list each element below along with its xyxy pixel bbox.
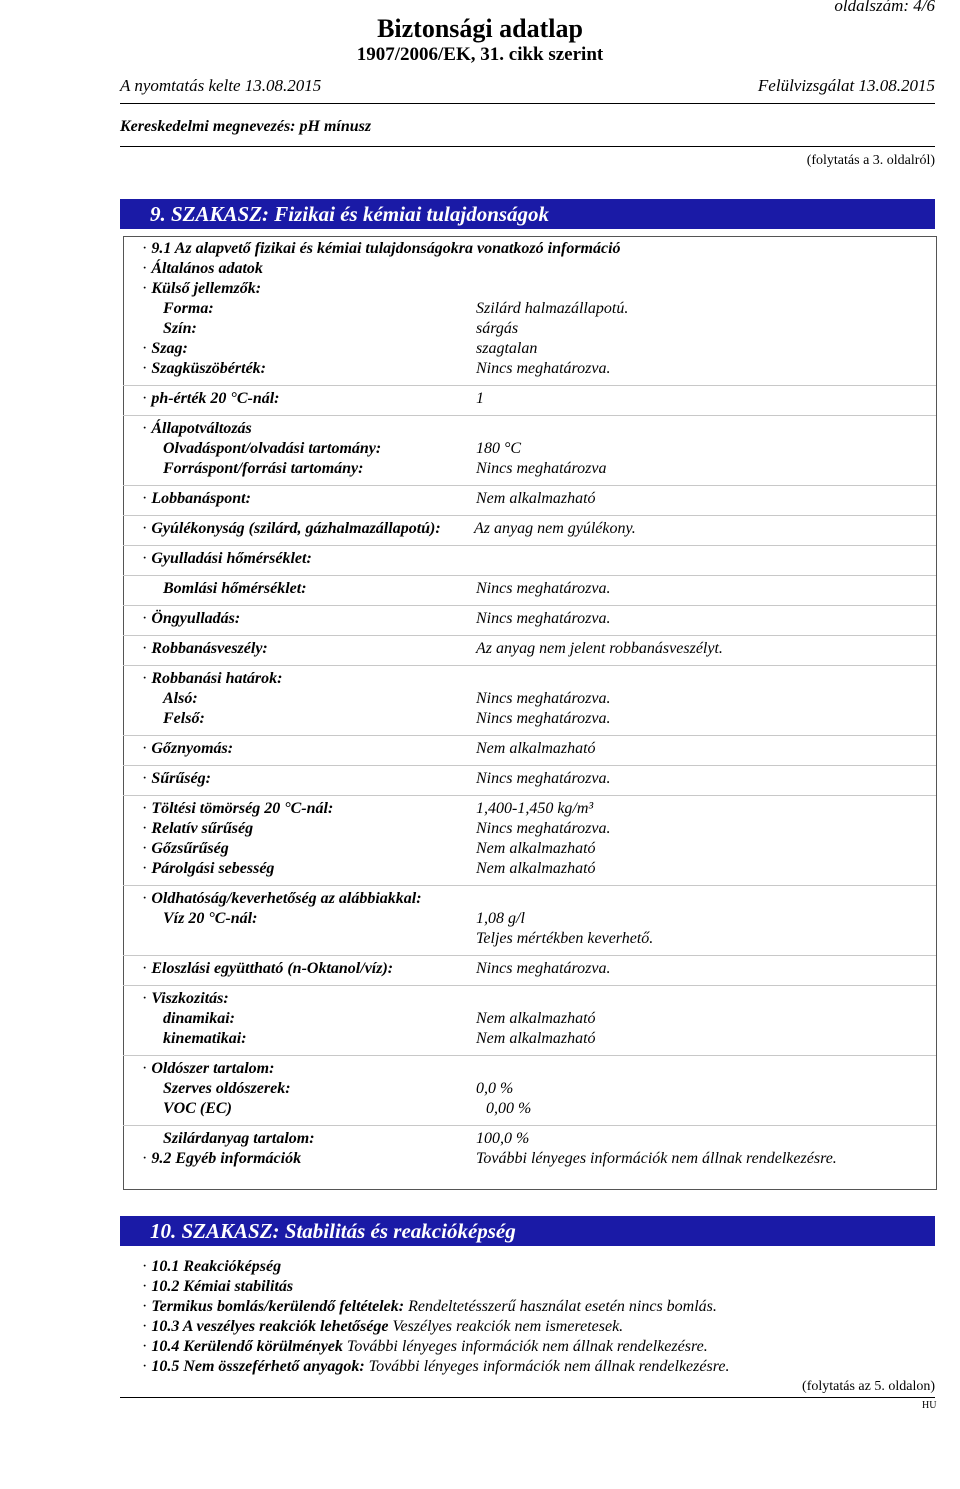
bullet-dot: · [142,740,152,757]
property-label: 9.1 Az alapvető fizikai és kémiai tulajdonságokra vonatkozó információ [151,240,621,257]
property-label: Lobbanáspont: [151,490,251,507]
row-separator [123,955,936,956]
property-row [163,320,197,338]
property-label: Robbanási határok: [151,670,283,687]
property-label: Eloszlási együttható (n-Oktanol/víz): [151,960,394,977]
document-subtitle: 1907/2006/EK, 31. cikk szerint [356,44,604,65]
property-row [142,490,251,508]
property-label: Forráspont/forrási tartomány: [163,460,364,477]
property-value: Nem alkalmazható [476,1010,596,1027]
property-row [142,960,393,978]
property-label: Szín: [163,320,197,337]
property-label: Forma: [163,300,214,317]
property-value: 1,400-1,450 kg/m³ [476,800,594,817]
bullet-dot: · [142,890,152,907]
bullet-dot: · [142,340,152,357]
property-row [142,800,333,818]
bullet-dot: · [142,990,152,1007]
property-value: 1,08 g/l [476,910,525,927]
property-value: Veszélyes reakciók nem ismeretesek. [392,1318,624,1335]
property-value: Rendeltetésszerű használat esetén nincs bomlás. [408,1298,717,1315]
section-9-title: 9. SZAKASZ: Fizikai és kémiai tulajdonságok [150,202,550,226]
property-row [142,990,229,1008]
row-separator [123,985,936,986]
property-row [163,1130,315,1148]
property-row [142,550,312,568]
property-label: 10.3 A veszélyes reakciók lehetősége [151,1318,389,1335]
property-label: Relatív sűrűség [151,820,254,837]
property-label: Párolgási sebesség [151,860,275,877]
row-separator [123,515,936,516]
bullet-dot: · [142,550,152,567]
bullet-dot: · [142,1318,152,1335]
property-label: kinematikai: [163,1030,247,1047]
property-value: Nincs meghatározva. [476,770,611,787]
row-separator [123,575,936,576]
property-row [142,1278,293,1296]
property-value: sárgás [476,320,519,337]
property-label: Gőzsűrűség [151,840,229,857]
property-label: Külső jellemzők: [151,280,262,297]
property-row [163,460,363,478]
property-label: dinamikai: [163,1010,236,1027]
property-row [142,1258,281,1276]
property-row [142,360,266,378]
property-row [142,280,261,298]
property-row [142,390,280,408]
property-label: Termikus bomlás/kerülendő feltételek: [151,1298,405,1315]
property-label: Sűrűség: [151,770,211,787]
property-value: Szilárd halmazállapotú. [476,300,629,317]
property-row [142,420,252,438]
property-value: Nincs meghatározva. [476,360,611,377]
property-row [163,1030,247,1048]
property-value: Nincs meghatározva. [476,960,611,977]
property-row [163,690,198,708]
property-label: Öngyulladás: [151,610,241,627]
property-value: szagtalan [476,340,538,357]
property-value: Nincs meghatározva. [476,580,611,597]
property-row [142,890,422,908]
bullet-dot: · [142,960,152,977]
bullet-dot: · [142,640,152,657]
print-date: A nyomtatás kelte 13.08.2015 [120,76,322,95]
property-row [163,1010,235,1028]
trade-divider [120,146,935,147]
header-divider [120,103,935,104]
property-label: Viszkozitás: [151,990,229,1007]
property-value: Nem alkalmazható [476,490,596,507]
bullet-dot: · [142,1298,152,1315]
property-value: Az anyag nem gyúlékony. [474,520,636,537]
property-label: Bomlási hőmérséklet: [163,580,307,597]
property-row [142,240,621,258]
continued-from: (folytatás a 3. oldalról) [806,153,935,168]
property-label: VOC (EC) [163,1100,232,1117]
property-row [142,1060,274,1078]
property-value: Nincs meghatározva. [476,610,611,627]
property-row [142,770,211,788]
row-separator [123,635,936,636]
property-label: Alsó: [163,690,198,707]
property-label: Robbanásveszély: [151,640,268,657]
bullet-dot: · [142,490,152,507]
property-row [163,1100,232,1118]
property-label: ph-érték 20 °C-nál: [151,390,280,407]
property-row [163,710,205,728]
bullet-dot: · [142,670,152,687]
property-value: További lényeges információk nem állnak rendelkezésre. [476,1150,837,1167]
property-row [163,440,381,458]
property-row [142,520,441,538]
property-row [142,1338,708,1356]
row-separator [123,605,936,606]
property-value: Nem alkalmazható [476,740,596,757]
row-separator [123,795,936,796]
property-label: Szerves oldószerek: [163,1080,291,1097]
property-row [142,740,233,758]
bullet-dot: · [142,240,152,257]
property-label: Gyúlékonyság (szilárd, gázhalmazállapotú): [151,520,441,537]
property-value: 100,0 % [476,1130,530,1147]
row-separator [123,385,936,386]
language-code: HU [922,1400,937,1411]
property-label: Állapotváltozás [151,420,252,437]
property-row [142,840,229,858]
bullet-dot: · [142,1060,152,1077]
property-row [142,1318,623,1336]
property-row [163,580,307,598]
property-value: További lényeges információk nem állnak rendelkezésre. [346,1338,708,1355]
property-label: Szag: [151,340,188,357]
property-row [142,860,274,878]
continued-to: (folytatás az 5. oldalon) [802,1379,935,1394]
property-value: Nem alkalmazható [476,860,596,877]
bullet-dot: · [142,280,152,297]
row-separator [123,545,936,546]
property-value: 180 °C [476,440,522,457]
row-separator [123,765,936,766]
trade-name: Kereskedelmi megnevezés: pH mínusz [120,118,372,135]
bullet-dot: · [142,800,152,817]
property-row [142,670,282,688]
property-value: További lényeges információk nem állnak rendelkezésre. [368,1358,730,1375]
property-label: Gyulladási hőmérséklet: [151,550,312,567]
document-title: Biztonsági adatlap [377,14,583,43]
bullet-dot: · [142,610,152,627]
bullet-dot: · [142,860,152,877]
row-separator [123,415,936,416]
property-value: Nincs meghatározva. [476,820,611,837]
property-row [142,640,268,658]
property-label: Általános adatok [151,260,263,277]
row-separator [123,885,936,886]
property-label: 10.1 Reakcióképség [151,1258,282,1275]
property-value: Nincs meghatározva. [476,710,611,727]
property-value: Nincs meghatározva. [476,690,611,707]
property-row [142,1298,717,1316]
property-value: Nem alkalmazható [476,840,596,857]
row-separator [123,735,936,736]
property-value: 0,00 % [486,1100,532,1117]
property-row [142,610,240,628]
row-separator [123,1125,936,1126]
bullet-dot: · [142,1278,152,1295]
property-value: Nincs meghatározva [476,460,607,477]
property-value: Nem alkalmazható [476,1030,596,1047]
property-label: Felső: [163,710,205,727]
bullet-dot: · [142,1358,152,1375]
property-row [142,820,253,838]
bullet-dot: · [142,770,152,787]
row-separator [123,1055,936,1056]
property-row [142,260,263,278]
bullet-dot: · [142,390,152,407]
property-label: 10.4 Kerülendő körülmények [151,1338,343,1355]
property-label: 10.5 Nem összeférhető anyagok: [151,1358,365,1375]
property-label: Víz 20 °C-nál: [163,910,258,927]
property-label: Oldószer tartalom: [151,1060,275,1077]
property-value: Teljes mértékben keverhető. [476,930,654,947]
revision-date: Felülvizsgálat 13.08.2015 [757,76,935,95]
property-label: Olvadáspont/olvadási tartomány: [163,440,382,457]
property-row [163,300,214,318]
row-separator [123,665,936,666]
property-value: Az anyag nem jelent robbanásveszélyt. [476,640,723,657]
property-label: Szagküszöbérték: [151,360,267,377]
bullet-dot: · [142,1338,152,1355]
bullet-dot: · [142,840,152,857]
property-label: Gőznyomás: [151,740,234,757]
property-row [163,910,257,928]
bullet-dot: · [142,520,152,537]
property-row [142,1358,729,1376]
property-label: Szilárdanyag tartalom: [163,1130,315,1147]
property-value: 0,0 % [476,1080,514,1097]
property-label: 9.2 Egyéb információk [151,1150,302,1167]
bullet-dot: · [142,1258,152,1275]
bullet-dot: · [142,820,152,837]
bullet-dot: · [142,260,152,277]
property-value: 1 [476,390,484,407]
property-row [142,340,188,358]
page-number: oldalszám: 4/6 [834,0,935,15]
footer-divider [120,1397,935,1398]
property-label: Töltési tömörség 20 °C-nál: [151,800,334,817]
property-row [142,1150,301,1168]
property-label: 10.2 Kémiai stabilitás [151,1278,294,1295]
property-row [163,1080,291,1098]
bullet-dot: · [142,420,152,437]
section-10-title: 10. SZAKASZ: Stabilitás és reakcióképség [150,1219,516,1243]
bullet-dot: · [142,360,152,377]
row-separator [123,485,936,486]
bullet-dot: · [142,1150,152,1167]
property-label: Oldhatóság/keverhetőség az alábbiakkal: [151,890,422,907]
